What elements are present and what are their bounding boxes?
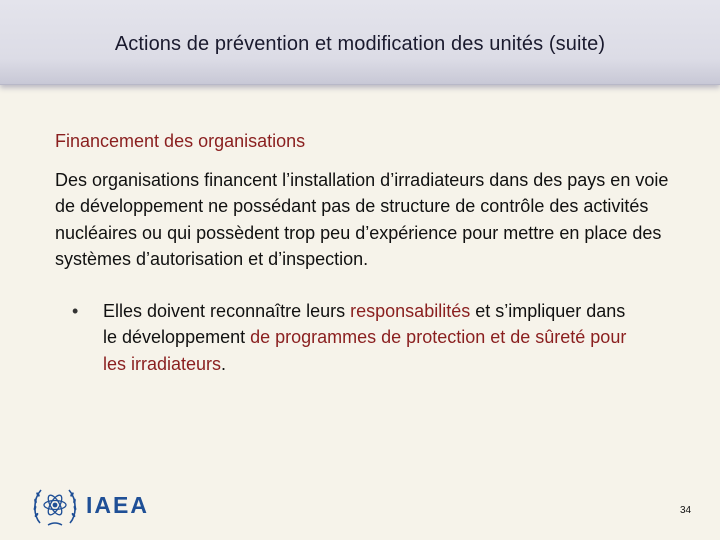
- bullet-text-highlight2: de programmes de protection et de sûreté pour les irradiateurs: [103, 327, 627, 374]
- page-number: 34: [680, 505, 692, 516]
- bullet-item: [55, 298, 643, 377]
- bullet-text-part5: .: [221, 353, 227, 374]
- subheading: Financement des organisations: [55, 131, 306, 151]
- slide-title: Actions de prévention et modification des unités (suite): [114, 33, 606, 55]
- iaea-logo-text: IAEA: [86, 492, 149, 518]
- bullet-text-part3: et s’impliquer dans le développement: [103, 301, 626, 348]
- title-bar: [0, 0, 720, 85]
- bullet-text-highlight1: responsabilités: [350, 301, 471, 322]
- slide-content: [55, 128, 695, 377]
- iaea-emblem-icon: [30, 483, 80, 529]
- bullet-text-part1: Elles doivent reconnaître leurs: [103, 301, 351, 322]
- bullet-icon: •: [72, 301, 79, 322]
- body-paragraph: Des organisations financent l’installation d’irradiateurs dans des pays en voie de développement ne possédant pas de structure de contrôle des activités nucléaires ou qui possèdent trop peu d’expérience pour mettre en place des systèmes d’autorisation et d’inspection.: [55, 170, 669, 269]
